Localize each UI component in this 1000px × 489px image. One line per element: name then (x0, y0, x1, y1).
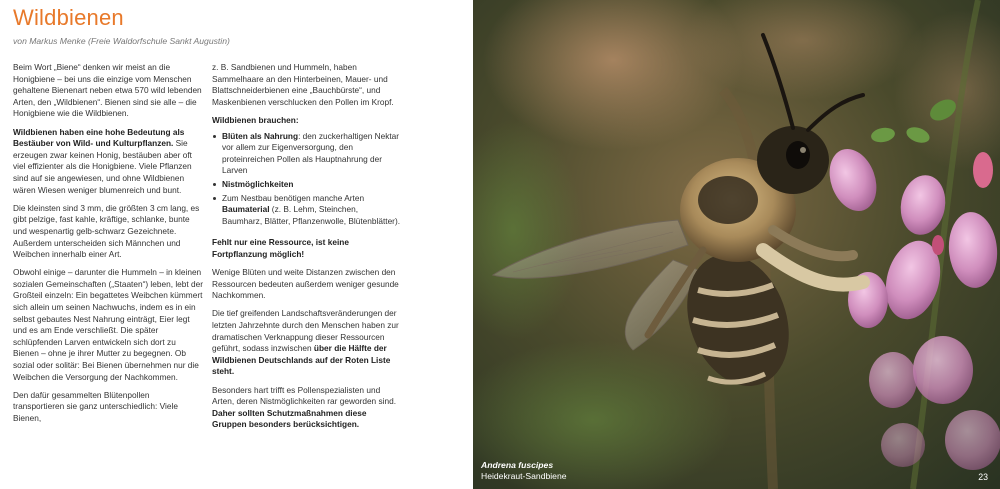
bold-statement: Daher sollten Schutzmaßnahmen diese Gruppen besonders berücksichtigen. (212, 407, 367, 430)
caption-common-name: Heidekraut-Sandbiene (481, 471, 567, 481)
list-item-bold: Nistmöglichkeiten (222, 178, 294, 189)
list-item-text: (z. B. Lehm, Steinchen, Baumharz, Blätter, Pflanzenwolle, Blütenblätter). (222, 204, 401, 226)
paragraph: Den dafür gesammelten Blütenpollen transportieren sie ganz unterschiedlich: Viele Bienen, (13, 389, 178, 423)
paragraph-text: Besonders hart trifft es Pollenspezialisten und Arten, deren Nistmöglichkeiten rar geworden sind. (212, 384, 397, 407)
list-item-text: : den zuckerhaltigen Nektar vor allem zur Eigenversorgung, den proteinreichen Pollen als Hauptnahrung der Larven (222, 130, 400, 176)
caption-species: Andrena fuscipes (481, 460, 554, 470)
text-column-2 (212, 62, 400, 438)
list-item (212, 131, 400, 177)
paragraph-text: Sie erzeugen zwar keinen Honig, bestäuben aber oft viel effizienter als die Honigbiene. Viele Pflanzen sind auf sie angewiesen, und ohne Wildbienen wären Wiesen weniger blumenreich und bunt. (13, 138, 192, 195)
paragraph (212, 385, 400, 431)
needs-heading-text: Wildbienen brauchen: (212, 114, 299, 125)
article-page (0, 0, 473, 489)
page-number: 23 (978, 472, 988, 482)
paragraph-text: Die tief greifenden Landschaftsveränderungen der letzten Jahrzehnte durch den Menschen haben zur dramatischen Verknappung dieser Ressourcen geführt, sodass inzwischen (212, 308, 399, 354)
bold-statement: Wildbienen haben eine hohe Bedeutung als Bestäuber von Wild- und Kulturpflanzen. (13, 126, 185, 149)
paragraph (212, 308, 400, 378)
bee-illustration (473, 0, 1000, 489)
paragraph: Wenige Blüten und weite Distanzen zwischen den Ressourcen bedeuten außerdem weniger gesunde Nachkommen. (212, 267, 399, 301)
paragraph: Beim Wort „Biene“ denken wir meist an die Honigbiene – bei uns die einzige vom Menschen gehaltene Bienenart neben etwa 570 wild lebenden Arten, den „Wildbienen“. Bienen sind sie alle – die Honigbiene wie die Wildbienen. (13, 62, 202, 119)
list-item-bold: Baumaterial (222, 204, 270, 215)
bee-photo (473, 0, 1000, 489)
paragraph: z. B. Sandbienen und Hummeln, haben Sammelhaare an den Hinterbeinen, Mauer- und Blattschneiderbienen eine „Bauchbürste“, und Maskenbienen verschlucken den Pollen im Kropf. (212, 62, 394, 107)
paragraph (13, 127, 203, 197)
list-item (212, 193, 400, 228)
needs-heading (212, 115, 400, 127)
list-item (212, 179, 400, 191)
article-title: Wildbienen (13, 5, 124, 30)
photo-caption (481, 460, 567, 482)
resource-warning (212, 237, 400, 260)
paragraph: Obwohl einige – darunter die Hummeln – in kleinen sozialen Gemeinschaften („Staaten“) leben, lebt der Großteil einzeln: Ein begattetes Weibchen kümmert sich allein um seinen Nachwuchs, indem es in ein selbst gebautes Nest Nahrung einträgt, Eier legt und es am Ende verschließt. Die später schlüpfenden Larven entwickeln sich dort zu Bienen – ohne je ihrer Mutter zu begegnen. Ob sozial oder solitär: Bei Bienen übernehmen nur die Weibchen die Versorgung der Nachkommen. (13, 267, 204, 382)
resource-warning-text: Fehlt nur eine Ressource, ist keine Fortpflanzung möglich! (212, 237, 349, 259)
bold-statement: über die Hälfte der Wildbienen Deutschlands auf der Roten Liste steht. (212, 343, 391, 377)
needs-list (212, 131, 400, 228)
paragraph: Die kleinsten sind 3 mm, die größten 3 cm lang, es gibt pelzige, fast kahle, kräftige, schlanke, bunte und wespenartig gelb-schwarz Gezeichnete. Außerdem unterscheiden sich Männchen und Weibchen innerhalb einer Art. (13, 202, 200, 260)
list-item-text: Zum Nestbau benötigen manche Arten (222, 192, 365, 203)
text-column-1 (13, 62, 203, 431)
list-item-bold: Blüten als Nahrung (222, 130, 299, 141)
article-byline: von Markus Menke (Freie Waldorfschule Sankt Augustin) (13, 36, 230, 46)
